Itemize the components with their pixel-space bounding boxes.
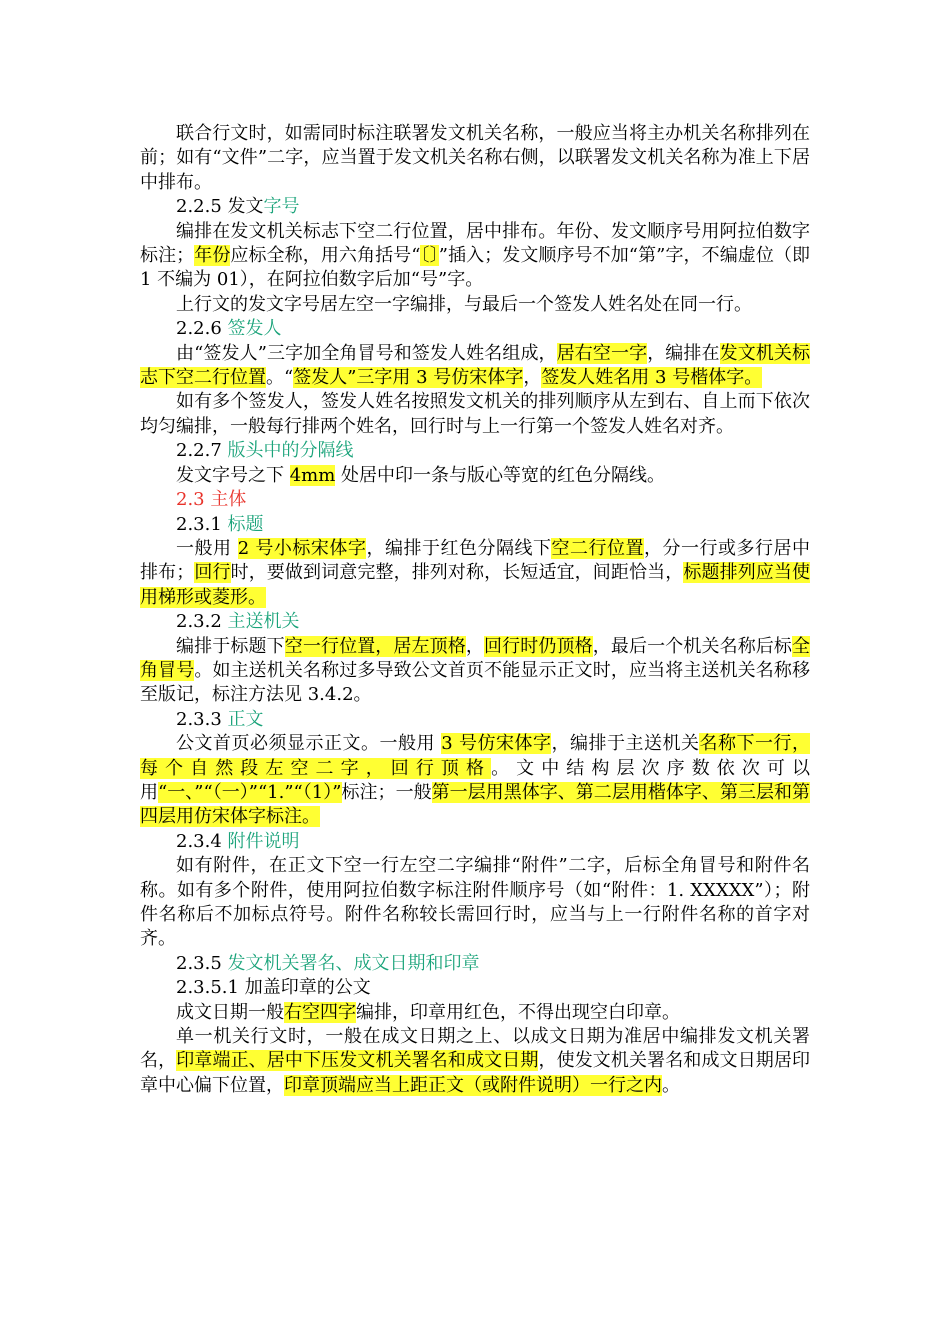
highlighted-text: 回行时仍顶格 <box>484 635 593 657</box>
paragraph <box>140 732 810 830</box>
highlighted-text: “一、”“（一）”“1.”“（1）” <box>158 781 342 803</box>
paragraph <box>140 635 810 708</box>
section-heading <box>140 195 810 219</box>
highlighted-text: 印章顶端应当上距正文（或附件说明）一行之内 <box>284 1074 662 1096</box>
section-heading <box>140 952 810 976</box>
paragraph <box>140 464 810 488</box>
text-run: 。文中结构层次序数依次可以用 <box>140 757 810 803</box>
highlighted-text: 名称下一行，每个自然段左空二字，回行顶格 <box>140 733 810 779</box>
paragraph <box>140 854 810 952</box>
text-run: 2.2.5 发文 <box>176 196 264 218</box>
section-heading <box>140 708 810 732</box>
text-run: 时，要做到词意完整，排列对称，长短适宜，间距恰当， <box>230 562 684 584</box>
text-run: 一般用 <box>176 537 238 559</box>
highlighted-text: 年份 <box>194 245 231 267</box>
document-body <box>140 122 810 1098</box>
paragraph <box>140 122 810 195</box>
text-run: ，编排于红色分隔线下 <box>366 537 552 559</box>
highlighted-text: 空二行位置 <box>551 537 644 559</box>
paragraph <box>140 537 810 610</box>
text-run: 编排，印章用红色，不得出现空白印章。 <box>356 1001 680 1023</box>
text-run: 2.3.3 <box>176 708 228 730</box>
section-heading <box>140 513 810 537</box>
highlighted-text: 第一层用黑体字、第二层用楷体字、第三层和第四层用仿宋体字标注。 <box>140 781 811 828</box>
text-run: 由“签发人”三字加全角冒号和签发人姓名组成， <box>176 342 557 364</box>
section-heading <box>140 317 810 341</box>
highlighted-text: 2 号小标宋体字 <box>237 537 367 559</box>
text-run: 处居中印一条与版心等宽的红色分隔线。 <box>335 464 666 486</box>
highlighted-text: 空一行位置，居左顶格 <box>284 635 466 657</box>
text-run: 2.3.5.1 加盖印章的公文 <box>176 977 371 999</box>
highlighted-text: 3 号仿宋体字 <box>441 733 552 755</box>
text-run: ， <box>465 635 485 657</box>
text-run: 2.2.7 <box>176 440 228 462</box>
text-run: 2.3.1 <box>176 513 228 535</box>
heading-text: 正文 <box>227 708 264 730</box>
text-run: 。“ <box>266 367 294 389</box>
text-run: 发文字号之下 <box>176 464 290 486</box>
highlighted-text: 印章端正、居中下压发文机关署名和成文日期 <box>176 1050 539 1072</box>
paragraph <box>140 390 810 439</box>
paragraph <box>140 1001 810 1025</box>
text-run: ，最后一个机关名称后标 <box>592 635 793 657</box>
text-run: ，编排在 <box>647 342 720 364</box>
text-run: 2.3.4 <box>176 830 228 852</box>
text-run: 2.3.2 <box>176 611 228 633</box>
paragraph <box>140 293 810 317</box>
text-run: ，使发文机关署名和成文日期居印章中心偏下位置， <box>140 1050 811 1096</box>
text-run: 。 <box>662 1074 680 1096</box>
text-run: 2.2.6 <box>176 318 228 340</box>
text-run: 成文日期一般 <box>176 1001 284 1023</box>
text-run: 单一机关行文时，一般在成文日期之上、以成文日期为准居中编排发文机关署名， <box>140 1026 810 1072</box>
paragraph <box>140 1025 810 1098</box>
highlighted-text: 居右空一字 <box>556 342 648 364</box>
paragraph <box>140 342 810 391</box>
highlighted-text: 全角冒号 <box>140 635 811 681</box>
text-run: 上行文的发文字号居左空一字编排，与最后一个签发人姓名处在同一行。 <box>176 293 752 315</box>
heading-text: 主送机关 <box>227 611 300 633</box>
heading-text: 版头中的分隔线 <box>227 440 354 462</box>
text-run: 编排于标题下 <box>176 635 285 657</box>
heading-text: 发文机关署名、成文日期和印章 <box>227 952 480 974</box>
highlighted-text: 签发人姓名用 3 号楷体字。 <box>541 367 763 389</box>
highlighted-text: 标题排列应当使用梯形或菱形。 <box>140 562 811 608</box>
text-run: 联合行文时，如需同时标注联署发文机关名称，一般应当将主办机关名称排列在前；如有“文件”二字，应当置于发文机关名称右侧，以联署发文机关名称为准上下居中排布。 <box>140 123 810 193</box>
text-run: ，分一行或多行居中排布； <box>140 537 811 584</box>
text-run: 如有附件，在正文下空一行左空二字编排“附件”二字，后标全角冒号和附件名称。如有多个附件，使用阿拉伯数字标注附件顺序号（如“附件：1. XXXXX”）；附件名称后不加标点符号。附件名称较长需回行时，应当与上一行附件名称的首字对齐。 <box>140 855 810 950</box>
highlighted-text: 回行 <box>194 562 231 584</box>
text-run: 公文首页必须显示正文。一般用 <box>176 733 442 755</box>
heading-text: 签发人 <box>227 318 282 340</box>
section-heading <box>140 610 810 634</box>
highlighted-text: 4mm <box>289 464 336 486</box>
heading-text: 附件说明 <box>227 830 300 852</box>
text-run: 编排在发文机关标志下空二行位置，居中排布。年份、发文顺序号用阿拉伯数字标注； <box>140 220 810 267</box>
section-heading <box>140 488 810 512</box>
highlighted-text: 发文机关标志下空二行位置 <box>140 342 811 389</box>
text-run: ”插入；发文顺序号不加“第”字，不编虚位（即 1 不编为 01），在阿拉伯数字后加“号”字。 <box>140 245 811 291</box>
section-heading <box>140 976 810 1000</box>
section-heading <box>140 439 810 463</box>
text-run: 应标全称，用六角括号“ <box>230 245 421 267</box>
text-run: ，编排于主送机关 <box>551 733 700 755</box>
section-heading <box>140 830 810 854</box>
heading-text: 2.3 主体 <box>176 489 247 511</box>
text-run: ， <box>523 367 542 389</box>
heading-text: 标题 <box>227 513 264 535</box>
highlighted-text: 〔〕 <box>420 245 439 267</box>
text-run: 如有多个签发人，签发人姓名按照发文机关的排列顺序从左到右、自上而下依次均匀编排，一般每行排两个姓名，回行时与上一行第一个签发人姓名对齐。 <box>140 391 810 437</box>
heading-text: 字号 <box>263 196 300 218</box>
text-run: 。如主送机关名称过多导致公文首页不能显示正文时，应当将主送机关名称移至版记，标注方法见 3.4.2。 <box>140 659 811 706</box>
text-run: 标注；一般 <box>341 781 432 803</box>
text-run: 2.3.5 <box>176 952 228 974</box>
highlighted-text: 右空四字 <box>284 1001 356 1023</box>
paragraph <box>140 220 810 293</box>
highlighted-text: 签发人”三字用 3 号仿宋体字 <box>293 367 524 389</box>
